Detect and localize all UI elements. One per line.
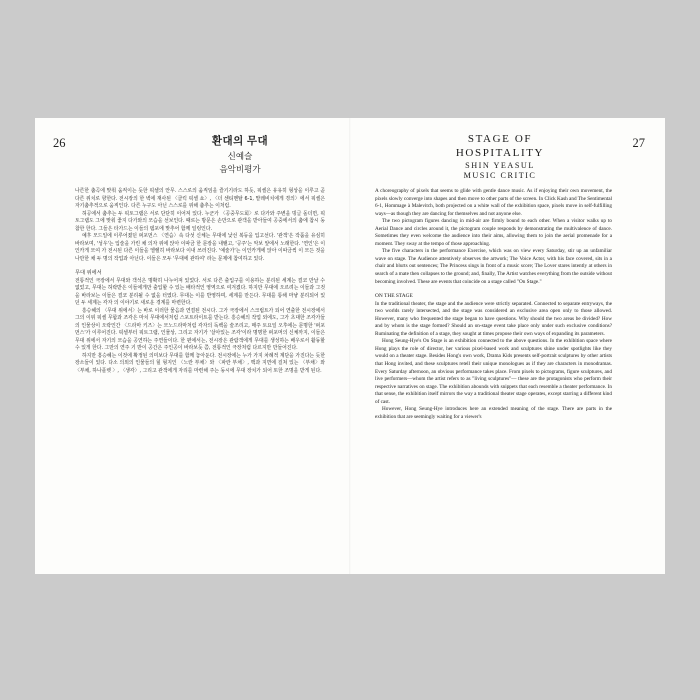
paragraph: However, Hong Seung-Hye introduces here an extended meaning of the stage. There are parts in the exhibition that are seemingly waiting for a viewer's (375, 406, 612, 420)
paragraph: 허공에서 춤추는 두 픽토그램은 서로 단단히 이어져 있다. 누군가 〈공중무도회〉로 다가와 주변을 빙글 돌더면, 픽토그램도 그에 맞춰 좋지 다가와의 모습을 선보인다. 때로는 방문은 손만으로 관객을 받아들여 공중에서의 춤에 참시 동참한 한다. 그들은 타가드는 이들의 템포에 맞추어 함께 일렁인다. (75, 210, 325, 232)
right-page-author-role: MUSIC CRITIC (463, 171, 537, 181)
paragraph: In the traditional theater, the stage and the audience were strictly separated. Connected to separate entryways, the two worlds rarely intersected, and the stage was considered an exclusive area open only to those allowed. However, many who frequented the stage began to have questions. Why should the two areas be divided? How and by whom is the stage formed? Should an on-stage event take place only under such exclusive conditions? Ruminating the definition of a stage, they sought at times propose their own ways of expanding its parameters. (375, 300, 612, 337)
book-spread (35, 118, 665, 574)
section-heading: 무대 위에서 (75, 270, 102, 276)
paragraph: 나른한 춤곡에 맞춰 움직이는 듯한 픽셀의 안무. 스스로의 움직임을 즐기기라도 하듯, 픽셀은 유유히 형상을 이루고 곧 다른 위치로 향한다. 전시장의 한 벽에 재사된 〈클릭 픽셀 쇼〉, 〈더 센티멘탈 6-1, 말레비치에게 경의〉에서 픽셀은 자기춤추적으로 움직인다. 다른 누구도 아닌 스스로를 위해 춤추는 이처럼. (75, 188, 325, 209)
right-page-body (375, 188, 612, 421)
paragraph: A choreography of pixels that seems to glide with gentle dance music. As if enjoying their own movement, the pixels slowly converge into shapes and then move to other parts of the screen. In Click Kash and The Sentimental 6-1, Hommage à Malevitch, both projected on a white wall of the exhibition space, pixels move in self-fulfilling ways—as though they are dancing for themselves and not anyone else. (375, 188, 612, 217)
left-page-header (185, 134, 295, 175)
section-heading: ON THE STAGE (375, 293, 413, 300)
left-page-number: 26 (53, 136, 66, 150)
right-page-number: 27 (632, 136, 645, 150)
right-page-header (430, 133, 570, 182)
paragraph: 홍승혜의 〈무대 위에서〉는 바로 이러한 물음과 연결된 전시다. 그가 극장에서 스크립트가 되어 연출한 전시장에서 그의 이위 픽셀 무합과 조각은 마치 무대에서처럼 스포트라이트를 받는다. 홍승혜의 작업 외에도, 그가 초대한 조각가들의 인물상이 오락인간 〈드라마 키즈〉는 모노드라마처럼 각자의 독백을 술조리고, 매주 토요일 오후에는 문명한 '퍼포먼스'가 이루어진다. 픽셀부터 픽토그램, 인물상, 그리고 자기가 '살아있는 조각'이라 명명한 퍼포머의 신체까지, 이들은 무대 위에서 자기의 모습을 공연하는 주연들이다. 한 편에서는, 전시장은 관람객에게 무대를 생성하는 배우로서 활동할 수 있게 한다. 그만의 연주 기 반이 공간은 주인공이 바라보듯 쯤, 전통적인 극장처럼 다르지만 만들어진다. (75, 307, 325, 351)
paragraph: 하지만 홍승혜는 이것에 확정된 의미보다 무대를 함께 놓아둔다. 전시장에는 누가 가지 차례적 계단을 가진다는 듯한 장소들이 있다. 다소 의외의 인물들의 힐 형지인 〈노란 부채〉와 〈파란 부채〉, 맥과 지면에 걸쳐 있는 〈부채〉와 〈부채, 하나플렛 〉, 〈생각〉, 그리고 관객에게 자리를 마련해 주는 동시에 무대 장치가 되어 또한 조명을 받게 된다. (75, 352, 326, 374)
left-page-title: 환대의 무대 (211, 136, 269, 147)
right-page-title-line-2: HOSPITALITY (455, 146, 545, 159)
right-page-title-line-1: STAGE OF (467, 133, 533, 145)
page-gutter (349, 118, 351, 574)
left-page-author-role: 음악비평가 (219, 163, 261, 174)
paragraph: Hong Seung-Hye's On Stage is an exhibition connected to the above questions. In the exhibition space where Hong plays the role of director, her various pixel-based work and sculptures shine under spotlights like they would on a theater stage. Besides Hong's own work, Drama Kids presents self-portrait sculptures by other artists that Hong invited, and these sculptures retell their unique monologues as if they are characters in monodramas. Every Saturday afternoon, an obvious performance takes place. From pixels to pictograms, figure sculptures, and live performers—whom the artist refers to as "living sculptures"— these are the protagonists who perform their respective narratives on stage. The exhibition abounds with snippets that each resemble a theater performance. In that sense, the exhibition itself mirrors the way a traditional theater stage operates, except starring a different kind of cast. (375, 338, 612, 405)
left-page-body (75, 188, 325, 375)
paragraph: The five characters in the performance Exercise, which was on view every Saturday, stir up an unfamiliar wave on stage. The Audience attentively observes the artwork; The Voice Actor, with his face covered, sits in a chair and blurts out sentences; The Princess sings in front of a music score; The Lover stares intently at others in search of a mate then collapses to the ground; and, finally, The Artist watches everything from the outside without becoming involved. These are events that coincide on a stage called "On Stage." (375, 248, 612, 285)
right-page-author: SHIN YEASUL (465, 160, 535, 170)
paragraph: 전통적인 극장에서 무대와 객석은 명확히 나누어져 있었다. 서로 다른 출입구를 이용하는 분리된 세계는 결코 만날 수 없었고, 무대는 허락받은 이들에게만 출입할 수 있는 배타적인 영역으로 여겨졌다. 하지만 무대에 오르려는 이들과 그것을 바라보는 이들은 결코 분리될 수 없을 터였다. 무대는 이를 반영하며, 세계를 만든다. 무대를 통해 마냥 분리되어 있던 두 세계는 각자 의 이야기로 새로운 경계를 마련한다. (75, 277, 325, 306)
left-page-author: 신예슬 (227, 150, 253, 161)
paragraph: The two pictogram figures dancing in mid-air are firmly bound to each other. When a visitor walks up to Aerial Dance and circles around it, the pictogram couple responds by demonstrating the multivalence of dance. Sometimes they even welcome the audience into their aims, allowing them to join the aerial promenade for a moment. They sway at the tempo of those approaching. (375, 218, 612, 247)
paragraph: 예후 모드일에 이루어졌던 퍼포먼스 〈연습〉속 다섯 신체는 무대에 낯선 복등을 입고선다. '관객'은 작품을 유심히 바라보며, '성우'는 입술을 가린 채 의자 위에 앉아 이따금 한 문장을 내뱉고, '공주'는 악보 앞에서 노래한다. '연인'은 이인카게 모여 가 전시된 다른 이들을 엘렐히 바라보다 이내 쓰러진다. '예술가'는 이인카게에 앉아 이따금씩 이 모든 것을 나만한 채 두 명의 작업과 아닌다. 이들은 모두 '무대에 관하여' 라는 문제에 참여하고 있다. (75, 233, 325, 262)
